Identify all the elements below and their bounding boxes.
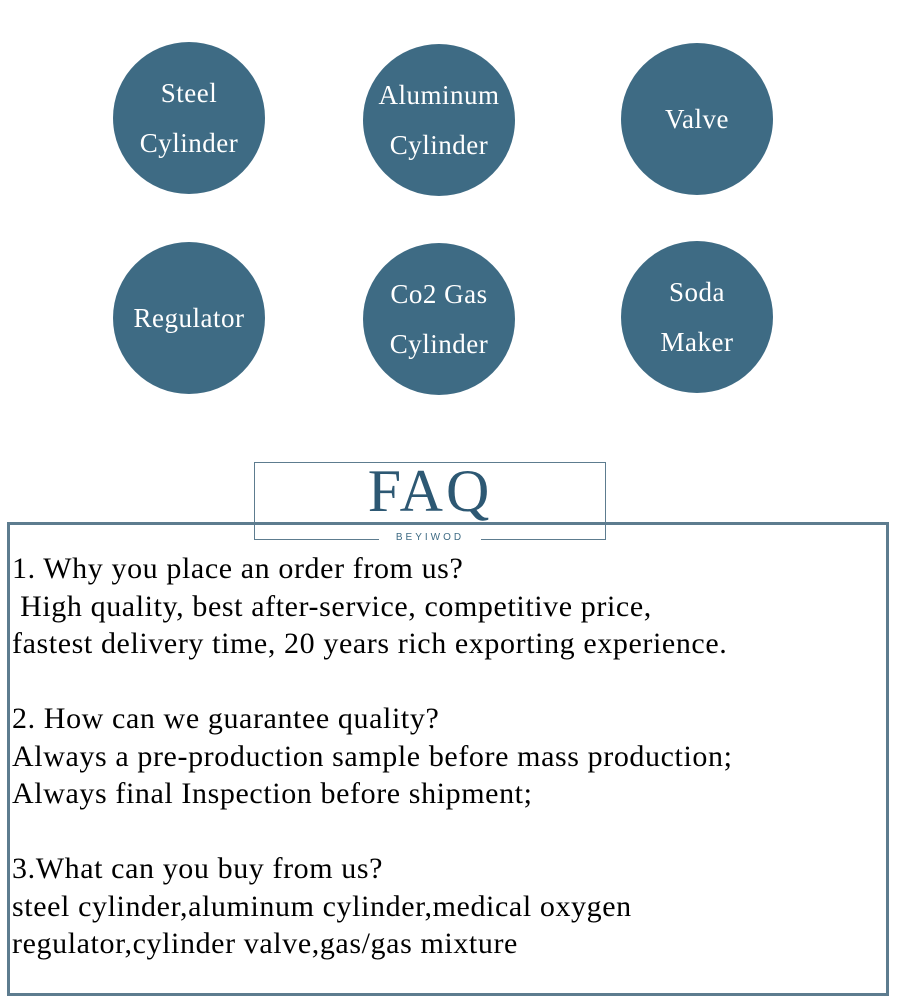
category-label-line: Aluminum	[378, 80, 500, 110]
faq-answer-line: Always final Inspection before shipment;	[12, 777, 533, 810]
faq-list	[12, 550, 892, 963]
faq-answer-line: Always a pre-production sample before mass production;	[12, 739, 733, 773]
faq-question: 2. How can we guarantee quality?	[12, 702, 440, 735]
faq-answer-line: regulator,cylinder valve,gas/gas mixture	[12, 927, 518, 960]
category-soda-maker[interactable]	[621, 241, 773, 393]
category-label-line: Steel	[160, 78, 218, 108]
faq-answer-line: steel cylinder,aluminum cylinder,medical oxygen	[12, 889, 632, 923]
faq-header	[254, 458, 606, 543]
category-co2-gas-cylinder[interactable]	[363, 243, 515, 395]
faq-question: 1. Why you place an order from us?	[12, 552, 464, 585]
category-valve[interactable]	[621, 43, 773, 195]
category-label-line: Soda	[669, 277, 725, 307]
faq-gap	[12, 813, 892, 851]
faq-gap	[12, 663, 892, 701]
category-label-line: Cylinder	[139, 128, 239, 158]
faq-question: 3.What can you buy from us?	[12, 852, 384, 885]
faq-subtitle: BEYIWOD	[395, 532, 465, 543]
category-aluminum-cylinder[interactable]	[363, 44, 515, 196]
faq-answer-line: fastest delivery time, 20 years rich exporting experience.	[12, 627, 728, 660]
category-label-line: Co2 Gas	[390, 279, 488, 309]
faq-title: FAQ	[367, 458, 493, 524]
category-label-line: Maker	[660, 327, 734, 357]
category-steel-cylinder[interactable]	[113, 42, 265, 194]
category-regulator[interactable]	[113, 242, 265, 394]
category-label-line: Cylinder	[389, 130, 489, 160]
faq-answer-line: High quality, best after-service, competitive price,	[12, 589, 652, 623]
category-label-line: Valve	[665, 104, 729, 134]
category-label-line: Regulator	[133, 303, 245, 333]
category-label-line: Cylinder	[389, 329, 489, 359]
